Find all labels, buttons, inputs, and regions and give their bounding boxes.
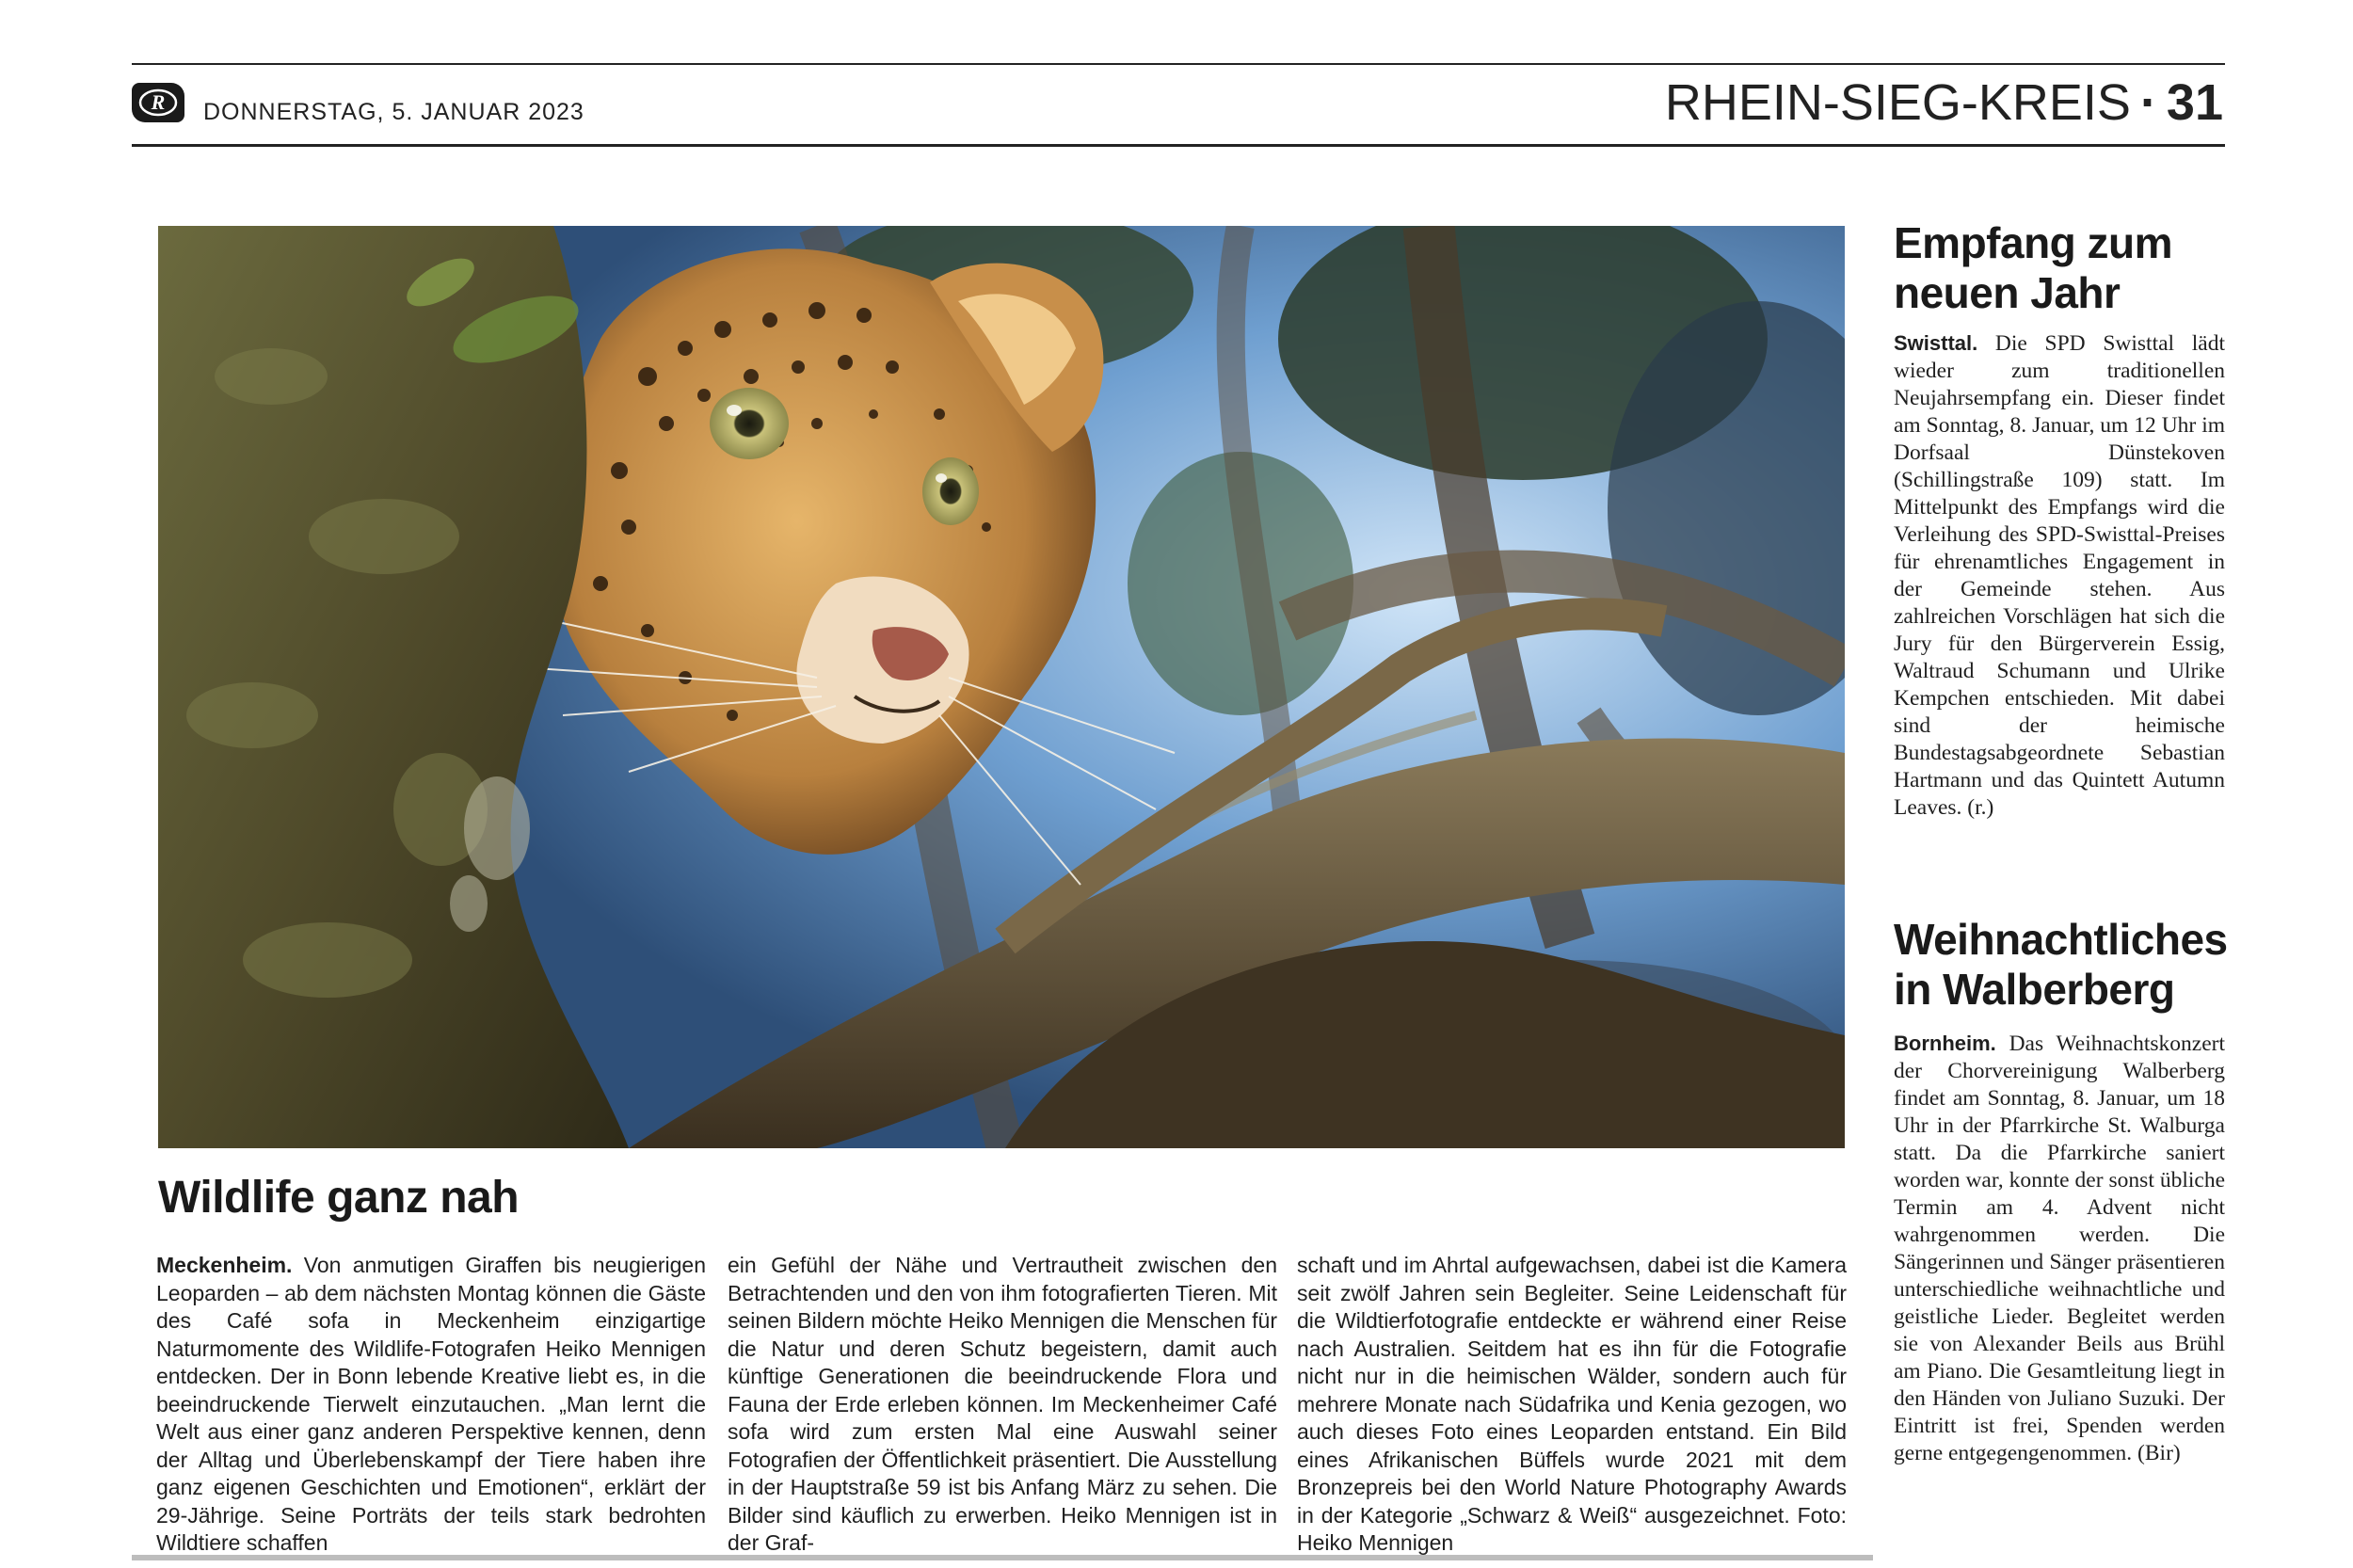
sidebar-headline-1-line-1: Empfang zum bbox=[1894, 218, 2173, 267]
svg-text:R: R bbox=[151, 90, 166, 114]
sidebar-text-2 bbox=[1894, 1030, 2225, 1467]
issue-date: DONNERSTAG, 5. JANUAR 2023 bbox=[203, 99, 584, 125]
sidebar-headline-2 bbox=[1894, 915, 2233, 1015]
logo-r-icon bbox=[137, 88, 179, 118]
article-dateline: Meckenheim. bbox=[156, 1253, 293, 1277]
section-separator: · bbox=[2139, 74, 2157, 131]
sidebar-place-2: Bornheim. bbox=[1894, 1032, 1996, 1055]
newspaper-logo bbox=[132, 83, 184, 122]
main-headline: Wildlife ganz nah bbox=[158, 1173, 520, 1223]
header-bottom-rule bbox=[132, 144, 2225, 147]
article-column-1-text: Von anmutigen Giraffen bis neugierigen Leoparden – ab dem nächsten Montag können die Gäste des Café sofa in Meckenheim einzigartige Naturmomente des Wildlife-Fotografen Heiko Mennigen entdecken. Der in Bonn lebende Kreative liebt es, in die beeindruckende Tierwelt einzutauchen. „Man lernt die Welt aus einer ganz anderen Perspektive kennen, denn der Alltag und Überlebenskampf der Tiere haben ihre ganz eigenen Geschichten und Emotionen“, erklärt der 29-Jährige. Seine Porträts der teils stark bedrohten Wildtiere schaffen bbox=[156, 1253, 706, 1555]
section-header bbox=[1665, 73, 2223, 132]
sidebar-place-1: Swisttal. bbox=[1894, 331, 1978, 355]
sidebar-headline-1-line-2: neuen Jahr bbox=[1894, 268, 2121, 317]
sidebar-headline-1 bbox=[1894, 218, 2233, 318]
sidebar-body-1: Die SPD Swisttal lädt wieder zum traditionellen Neujahrsempfang ein. Dieser findet am Sonntag, 8. Januar, um 12 Uhr im Dorfsaal Dünstekoven (Schillingstraße 109) statt. Im Mittelpunkt des Empfangs wird die Verleihung des SPD-Swisttal-Preises für ehrenamtliches Engagement in der Gemeinde stehen. Aus zahlreichen Vorschlägen hat sich die Jury für den Bürgerverein Essig, Waltraud Schumann und Ulrike Kempchen entschieden. Mit dabei sind der heimische Bundestagsabgeordnete Sebastian Hartmann und das Quintett Autumn Leaves. (r.) bbox=[1894, 331, 2225, 820]
sidebar-headline-2-line-1: Weihnachtliches bbox=[1894, 915, 2228, 964]
sidebar-body-2: Das Weihnachtskonzert der Chorvereinigung Walberberg findet am Sonntag, 8. Januar, um 18 Uhr in der Pfarrkirche St. Walburga statt. Da die Pfarrkirche saniert worden war, konnte der sonst übliche Termin am 4. Advent nicht wahrgenommen werden. Die Sängerinnen und Sänger präsentieren unterschiedliche weihnachtliche und geistliche Lieder. Begleitet werden sie von Alexander Beils aus Brühl am Piano. Die Gesamtleitung liegt in den Händen von Juliano Suzuki. Der Eintritt ist frei, Spenden werden gerne entgegengenommen. (Bir) bbox=[1894, 1032, 2225, 1465]
section-title: RHEIN-SIEG-KREIS bbox=[1664, 74, 2131, 131]
article-column-1 bbox=[156, 1252, 706, 1558]
article-column-3: schaft und im Ahrtal aufgewachsen, dabei ist die Kamera seit zwölf Jahren sein Begleiter. Seine Leidenschaft für die Wildtierfotografie entdeckte er während einer Reise nach Australien. Seitdem hat es ihn für die Fotografie nicht nur in die heimischen Wälder, sondern auch für mehrere Monate nach Südafrika und Kenia gezogen, wo auch dieses Foto eines Leoparden entstand. Ein Bild eines Afrikanischen Büffels wurde 2021 mit dem Bronzepreis bei den World Nature Photography Awards in der Kategorie „Schwarz & Weiß“ ausgezeichnet. Foto: Heiko Mennigen bbox=[1297, 1253, 1847, 1555]
page-number: 31 bbox=[2166, 74, 2223, 131]
article-column-2: ein Gefühl der Nähe und Vertrautheit zwischen den Betrachtenden und den von ihm fotografierten Tieren. Mit seinen Bildern möchte Heiko Mennigen die Menschen für die Natur und deren Schutz begeistern, damit auch künftige Generationen die beeindruckende Flora und Fauna der Erde erleben können. Im Meckenheimer Café sofa wird zum ersten Mal eine Auswahl seiner Fotografien der Öffentlichkeit präsentiert. Die Ausstellung in der Hauptstraße 59 ist bis Anfang März zu sehen. Die Bilder sind käuflich zu erwerben. Heiko Mennigen ist in der Graf- bbox=[728, 1253, 1277, 1555]
header-top-rule bbox=[132, 63, 2225, 65]
sidebar-text-1 bbox=[1894, 329, 2225, 822]
sidebar-headline-2-line-2: in Walberberg bbox=[1894, 965, 2175, 1014]
leopard-photo bbox=[158, 226, 1845, 1148]
article-bottom-rule bbox=[132, 1555, 1873, 1560]
